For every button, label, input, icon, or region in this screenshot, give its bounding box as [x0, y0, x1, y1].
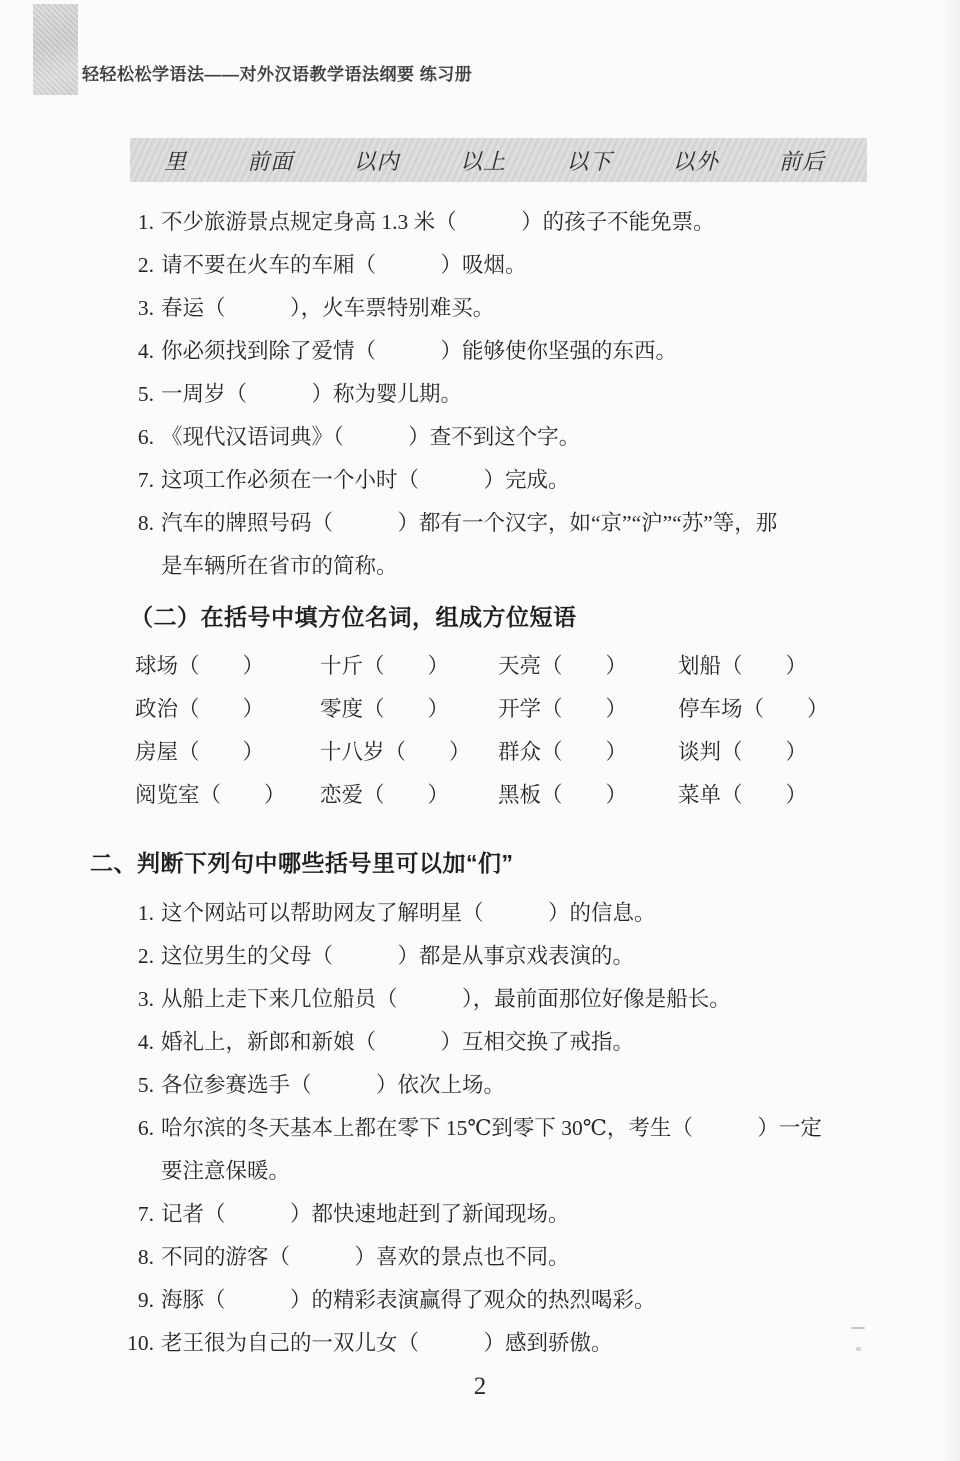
page-number: 2	[473, 1373, 487, 1400]
word-bank-word: 以上	[459, 148, 506, 174]
item-text: 请不要在火车的车厢（ ）吸烟。	[161, 253, 527, 277]
exercise-item	[121, 459, 921, 502]
grid-cell: 球场（ ）	[135, 654, 265, 678]
grid-cell: 阅览室（ ）	[135, 783, 286, 807]
section2-heading: 二、判断下列句中哪些括号里可以加“们”	[90, 850, 514, 876]
item-text: 老王很为自己的一双儿女（ ）感到骄傲。	[161, 1331, 613, 1355]
item-number: 4.	[137, 1030, 154, 1054]
item-text: 不少旅游景点规定身高 1.3 米（ ）的孩子不能免票。	[161, 210, 715, 234]
grid-cell: 零度（ ）	[320, 697, 450, 721]
item-text: 《现代汉语词典》（ ）查不到这个字。	[161, 425, 581, 449]
item-number: 10.	[127, 1331, 154, 1355]
item-text: 你必须找到除了爱情（ ）能够使你坚强的东西。	[161, 339, 678, 363]
grid-cell: 黑板（ ）	[498, 783, 628, 807]
item-text: 春运（ ），火车票特别难买。	[161, 296, 495, 320]
item-number: 6.	[137, 425, 154, 449]
grid-cell: 十八岁（ ）	[320, 740, 471, 764]
item-number: 1.	[137, 210, 154, 234]
item-text: 从船上走下来几位船员（ ），最前面那位好像是船长。	[161, 987, 731, 1011]
exercise-item	[121, 1279, 921, 1322]
item-number: 8.	[137, 511, 154, 535]
item-number: 5.	[137, 382, 154, 406]
item-number: 7.	[137, 468, 154, 492]
word-bank-word: 里	[164, 148, 188, 174]
item-number: 3.	[137, 296, 154, 320]
item-text: 各位参赛选手（ ）依次上场。	[161, 1073, 506, 1097]
scan-speck	[851, 1327, 865, 1329]
item-number: 1.	[137, 901, 154, 925]
section1-item-list	[121, 201, 921, 588]
grid-cell: 政治（ ）	[135, 697, 265, 721]
exercise-item	[121, 1021, 921, 1064]
item-text: 不同的游客（ ）喜欢的景点也不同。	[161, 1245, 570, 1269]
exercise-item	[121, 201, 921, 244]
exercise-item	[121, 416, 921, 459]
exercise-item	[121, 244, 921, 287]
section2-item-list	[121, 892, 921, 1365]
grid-cell: 恋爱（ ）	[320, 783, 450, 807]
grid-cell: 群众（ ）	[498, 740, 628, 764]
item-text: 婚礼上，新郎和新娘（ ）互相交换了戒指。	[161, 1030, 635, 1054]
item-number: 9.	[137, 1288, 154, 1312]
word-bank-word: 前后	[778, 148, 825, 174]
item-number: 2.	[137, 944, 154, 968]
item-number: 4.	[137, 339, 154, 363]
grid-cell: 十斤（ ）	[320, 654, 450, 678]
word-bank-word: 以外	[672, 148, 719, 174]
item-number: 3.	[137, 987, 154, 1011]
item-number: 8.	[137, 1245, 154, 1269]
word-bank-bar	[130, 138, 867, 182]
grid-cell: 停车场（ ）	[678, 697, 829, 721]
exercise-item	[121, 1193, 921, 1236]
item-text: 这位男生的父母（ ）都是从事京戏表演的。	[161, 944, 635, 968]
item-text-line2: 是车辆所在省市的简称。	[161, 554, 398, 578]
exercise-item	[121, 935, 921, 978]
item-text: 这个网站可以帮助网友了解明星（ ）的信息。	[161, 901, 656, 925]
item-text: 这项工作必须在一个小时（ ）完成。	[161, 468, 570, 492]
book-header-title: 轻轻松松学语法——对外汉语教学语法纲要 练习册	[82, 65, 473, 84]
exercise-item	[121, 1322, 921, 1365]
scan-edge-shade	[942, 0, 960, 1461]
item-number: 7.	[137, 1202, 154, 1226]
item-number: 6.	[137, 1116, 154, 1140]
grid-cell: 开学（ ）	[498, 697, 628, 721]
item-text	[161, 1107, 921, 1193]
exercise-item	[121, 502, 921, 588]
scan-speck	[856, 1347, 861, 1351]
grid-cell: 谈判（ ）	[678, 740, 808, 764]
corner-gray-block	[33, 4, 78, 95]
exercise-item	[121, 892, 921, 935]
grid-cell: 房屋（ ）	[135, 740, 265, 764]
exercise-item	[121, 1107, 921, 1193]
section1b-heading: （二）在括号中填方位名词，组成方位短语	[130, 604, 577, 630]
exercise-item	[121, 287, 921, 330]
exercise-item	[121, 330, 921, 373]
item-number: 2.	[137, 253, 154, 277]
item-text-line1: 汽车的牌照号码（ ）都有一个汉字，如“京”“沪”“苏”等，那	[161, 511, 778, 535]
word-phrase-grid	[135, 645, 875, 817]
exercise-item	[121, 373, 921, 416]
item-text-line2: 要注意保暖。	[161, 1159, 291, 1183]
exercise-item	[121, 1064, 921, 1107]
grid-cell: 菜单（ ）	[678, 783, 808, 807]
item-text: 一周岁（ ）称为婴儿期。	[161, 382, 463, 406]
item-text: 海豚（ ）的精彩表演赢得了观众的热烈喝彩。	[161, 1288, 656, 1312]
grid-cell: 划船（ ）	[678, 654, 808, 678]
item-text: 记者（ ）都快速地赶到了新闻现场。	[161, 1202, 570, 1226]
item-text	[161, 502, 921, 588]
item-text-line1: 哈尔滨的冬天基本上都在零下 15℃到零下 30℃，考生（ ）一定	[161, 1116, 822, 1140]
item-number: 5.	[137, 1073, 154, 1097]
word-bank-word: 前面	[247, 148, 294, 174]
exercise-item	[121, 1236, 921, 1279]
word-bank-word: 以下	[566, 148, 613, 174]
grid-cell: 天亮（ ）	[498, 654, 628, 678]
exercise-item	[121, 978, 921, 1021]
word-bank-word: 以内	[353, 148, 400, 174]
